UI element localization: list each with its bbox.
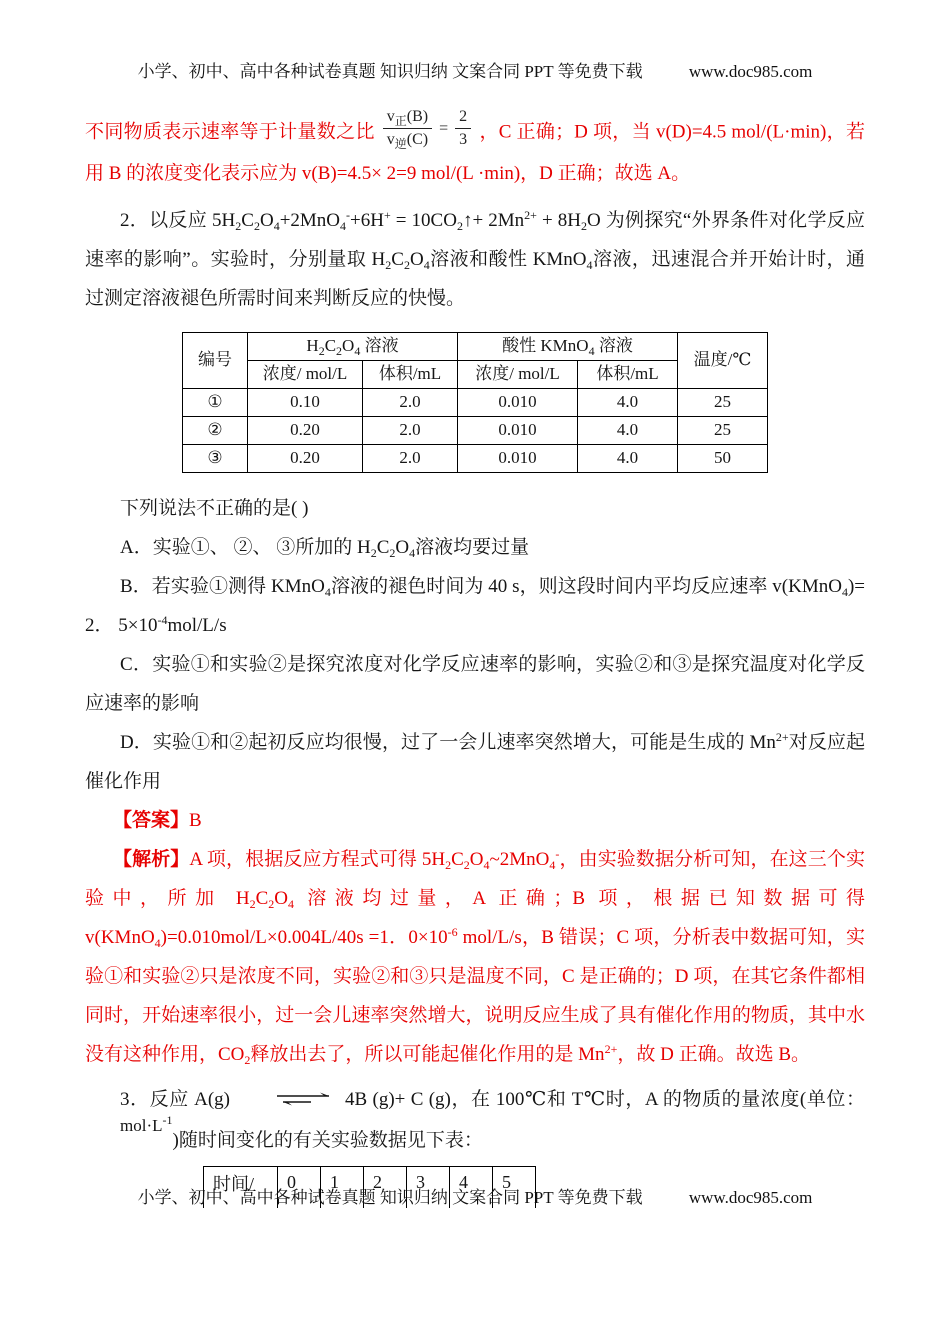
- text-segment: +2MnO: [279, 209, 341, 231]
- text-segment: 2: [370, 545, 377, 560]
- solution-1-lead: 不同物质表示速率等于计量数之比: [85, 121, 375, 143]
- table-cell: ①: [183, 388, 248, 416]
- text-segment: O: [395, 536, 410, 558]
- text-segment: C: [391, 248, 404, 270]
- table-cell: 2.0: [363, 444, 458, 472]
- question-3-tail: )随时间变化的有关实验数据见下表：: [172, 1129, 483, 1151]
- text-segment: 2: [445, 857, 452, 872]
- text-segment: 4: [483, 857, 490, 872]
- table-cell: 3: [407, 1166, 450, 1208]
- table-row: [183, 388, 768, 416]
- text-segment: 4: [340, 218, 347, 233]
- table-cell: 4.0: [578, 388, 678, 416]
- footer-text: 小学、初中、高中各种试卷真题 知识归纳 文案合同 PPT 等免费下载: [137, 1188, 643, 1207]
- text-segment: 溶液，迅速混合并开始计时，通过测定溶液褪色所需时间来判断反应的快慢。: [85, 248, 866, 309]
- table-cell: 4: [450, 1166, 493, 1208]
- table-cell: 2: [364, 1166, 407, 1208]
- table-cell: 25: [678, 388, 768, 416]
- text-segment: C: [241, 209, 254, 231]
- text-segment: 2: [249, 896, 256, 911]
- text-segment: -1: [162, 1112, 173, 1127]
- text-segment: 4: [423, 257, 430, 272]
- table-cell: 时间/: [204, 1166, 278, 1208]
- text-segment: 2: [235, 218, 242, 233]
- table-cell: 50: [678, 444, 768, 472]
- text-segment: 2: [580, 218, 587, 233]
- col-header-kmno4: [458, 332, 678, 360]
- text-segment: 4: [154, 935, 161, 950]
- table-cell: 0.010: [458, 388, 578, 416]
- text-segment: mol/L/s: [167, 614, 227, 636]
- equilibrium-arrow-icon: [238, 1082, 337, 1121]
- text-segment: +6H: [350, 209, 384, 231]
- text-segment: )= 2． 5×10: [85, 575, 865, 636]
- text-segment: B．若实验①测得 KMnO: [120, 575, 325, 597]
- question-3-mid: 4B (g)+ C (g)，在 100℃和 T℃时，A 的物质的量浓度(单位：: [345, 1088, 865, 1110]
- text-segment: C: [376, 536, 390, 558]
- text-segment: 4: [273, 218, 280, 233]
- text-segment: 溶液和酸性 KMnO: [429, 248, 587, 270]
- text-segment: +: [383, 207, 391, 222]
- col-header-concentration-2: 浓度/ mol/L: [458, 360, 578, 388]
- col-header-volume-2: 体积/mL: [578, 360, 678, 388]
- text-segment: O: [342, 336, 355, 356]
- text-segment: + 8H: [536, 209, 581, 231]
- rate-fraction: [383, 108, 432, 150]
- table-cell: 1: [321, 1166, 364, 1208]
- text-segment: C: [451, 848, 464, 870]
- table-cell: 4.0: [578, 444, 678, 472]
- ratio-numerator: 2: [455, 108, 471, 129]
- ratio-denominator: 3: [459, 131, 468, 149]
- option-a: [85, 528, 865, 567]
- text-segment: 释放出去了，所以可能起催化作用的是 Mn: [250, 1043, 605, 1065]
- text-segment: O 为例探究“外界条件对化学反应速率的影响”。实验时，分别量取 H: [85, 209, 866, 270]
- text-segment: C: [255, 887, 269, 909]
- option-c: [85, 645, 865, 723]
- option-d: [85, 723, 865, 801]
- rate-ratio-formula: [383, 108, 471, 150]
- question-2-stem: [85, 201, 865, 318]
- solution-1-paragraph: [85, 108, 865, 193]
- solution-1-text: ，C 正确；D 项，当 v(D)=4.5 mol/(L·min)，若用 B 的浓度变化表示应为 v(B)=4.5× 2=9 mol/(L ·min)，D 正确；故选 A。: [85, 121, 865, 184]
- question-3-pre: 3．反应 A(g): [120, 1088, 231, 1110]
- text-segment: 4: [586, 257, 593, 272]
- table-cell: 0.10: [248, 388, 363, 416]
- text-segment: A．实验①、 ②、 ③所加的 H: [120, 536, 371, 558]
- col-header-temperature: 温度/℃: [678, 332, 768, 388]
- text-segment: ~2MnO: [489, 848, 550, 870]
- text-segment: 2+: [524, 207, 537, 222]
- text-segment: -: [346, 207, 351, 222]
- answer-value: B: [189, 809, 202, 831]
- text-segment: 溶液: [594, 336, 633, 356]
- header-text: 小学、初中、高中各种试卷真题 知识归纳 文案合同 PPT 等免费下载: [137, 62, 643, 81]
- text-segment: 4: [409, 545, 416, 560]
- table-cell: 2.0: [363, 388, 458, 416]
- table-cell: ②: [183, 416, 248, 444]
- col-header-volume-1: 体积/mL: [363, 360, 458, 388]
- table-row: [183, 416, 768, 444]
- ratio-fraction: [455, 108, 471, 150]
- answer-label: 【答案】: [113, 809, 190, 831]
- table-cell: 0.20: [248, 416, 363, 444]
- text-segment: 4: [549, 857, 556, 872]
- text-segment: 2．以反应 5H: [120, 209, 236, 231]
- text-segment: 酸性 KMnO: [502, 336, 589, 356]
- col-header-concentration-1: 浓度/ mol/L: [248, 360, 363, 388]
- experiment-table: [182, 332, 768, 473]
- text-segment: 2: [268, 896, 275, 911]
- text-segment: )=0.010mol/L×0.004L/40s =1．0×10: [160, 926, 448, 948]
- text-segment: O: [409, 248, 424, 270]
- question-3-stem: [85, 1080, 865, 1160]
- text-segment: 2: [244, 1052, 251, 1067]
- text-segment: C: [324, 336, 337, 356]
- text-segment: 溶液的褪色时间为 40 s，则这段时间内平均反应速率 v(KMnO: [330, 575, 842, 597]
- text-segment: 2+: [604, 1041, 618, 1056]
- page-header: [85, 62, 865, 82]
- text-segment: 4: [354, 344, 361, 359]
- col-header-number: 编号: [183, 332, 248, 388]
- text-segment: 4: [324, 584, 331, 599]
- text-segment: A 项，根据反应方程式可得 5H: [189, 848, 446, 870]
- page-footer: [0, 1188, 950, 1208]
- text-segment: 4: [288, 896, 295, 911]
- rate-fraction-numerator: $v_正(B)$: [383, 108, 432, 129]
- text-segment: -6: [447, 924, 458, 939]
- question-prompt: 下列说法不正确的是( ): [120, 497, 309, 519]
- text-segment: O: [259, 209, 274, 231]
- text-segment: ↑+ 2Mn: [462, 209, 525, 231]
- text-segment: O: [274, 887, 289, 909]
- option-b: [85, 567, 865, 645]
- text-segment: 2: [463, 857, 470, 872]
- text-segment: -4: [157, 612, 168, 627]
- text-segment: 溶液均过量，A 正确；B 项，根据已知数据可得 v(KMnO: [85, 887, 865, 948]
- header-url-link[interactable]: www.doc985.com: [688, 62, 813, 81]
- text-segment: mol/L/s，B 错误；C 项，分析表中数据可知，实验①和实验②只是浓度不同，实验②和③只是温度不同，C 是正确的；D 项，在其它条件都相同时，开始速率很小，过一会儿速率突然增大，说明反应生成了具有催化作用的物质，其中水没有这种作用，CO: [85, 926, 865, 1065]
- text-segment: 对反应起催化作用: [85, 731, 865, 792]
- table-cell: 0.20: [248, 444, 363, 472]
- text-segment: D．实验①和②起初反应均很慢，过了一会儿速率突然增大，可能是生成的 Mn: [120, 731, 776, 753]
- text-segment: O: [469, 848, 484, 870]
- text-segment: C．实验①和实验②是探究浓度对化学反应速率的影响，实验②和③是探究温度对化学反应速率的影响: [85, 653, 865, 714]
- table-cell: 5: [493, 1166, 536, 1208]
- table-cell: 0.010: [458, 444, 578, 472]
- text-segment: 2+: [775, 729, 789, 744]
- table-cell: ③: [183, 444, 248, 472]
- rate-fraction-denominator: $v_逆(C)$: [386, 131, 429, 152]
- text-segment: 4: [841, 584, 848, 599]
- text-segment: 2: [456, 218, 463, 233]
- footer-url-link[interactable]: www.doc985.com: [688, 1188, 813, 1207]
- unit-mol-per-liter: [85, 1106, 173, 1145]
- analysis-paragraph: [85, 840, 865, 1074]
- text-segment: 【解析】: [113, 848, 190, 870]
- table-cell: 0.010: [458, 416, 578, 444]
- text-segment: 2: [318, 344, 325, 359]
- table-cell: 25: [678, 416, 768, 444]
- table-cell: 2.0: [363, 416, 458, 444]
- text-segment: 2: [385, 257, 392, 272]
- table-cell: 4.0: [578, 416, 678, 444]
- table-header-row-1: [183, 332, 768, 360]
- text-segment: = 10CO: [390, 209, 457, 231]
- text-segment: 溶液均要过量: [415, 536, 530, 558]
- experiment-table-body: [183, 388, 768, 472]
- text-segment: 4: [588, 344, 595, 359]
- equals-sign: =: [439, 119, 449, 137]
- table-row: [183, 444, 768, 472]
- text-segment: 2: [336, 344, 343, 359]
- table-cell: 0: [278, 1166, 321, 1208]
- text-segment: mol·L: [120, 1115, 163, 1135]
- text-segment: ，故 D 正确。故选 B。: [617, 1043, 810, 1065]
- answer-line: [85, 801, 865, 840]
- text-segment: H: [306, 336, 319, 356]
- text-segment: ，由实验数据分析可知，在这三个实验中，所加 H: [85, 848, 865, 909]
- text-segment: 溶液: [360, 336, 399, 356]
- col-header-h2c2o4: [248, 332, 458, 360]
- text-segment: -: [555, 846, 560, 861]
- text-segment: 2: [403, 257, 410, 272]
- text-segment: 2: [253, 218, 260, 233]
- text-segment: 2: [389, 545, 396, 560]
